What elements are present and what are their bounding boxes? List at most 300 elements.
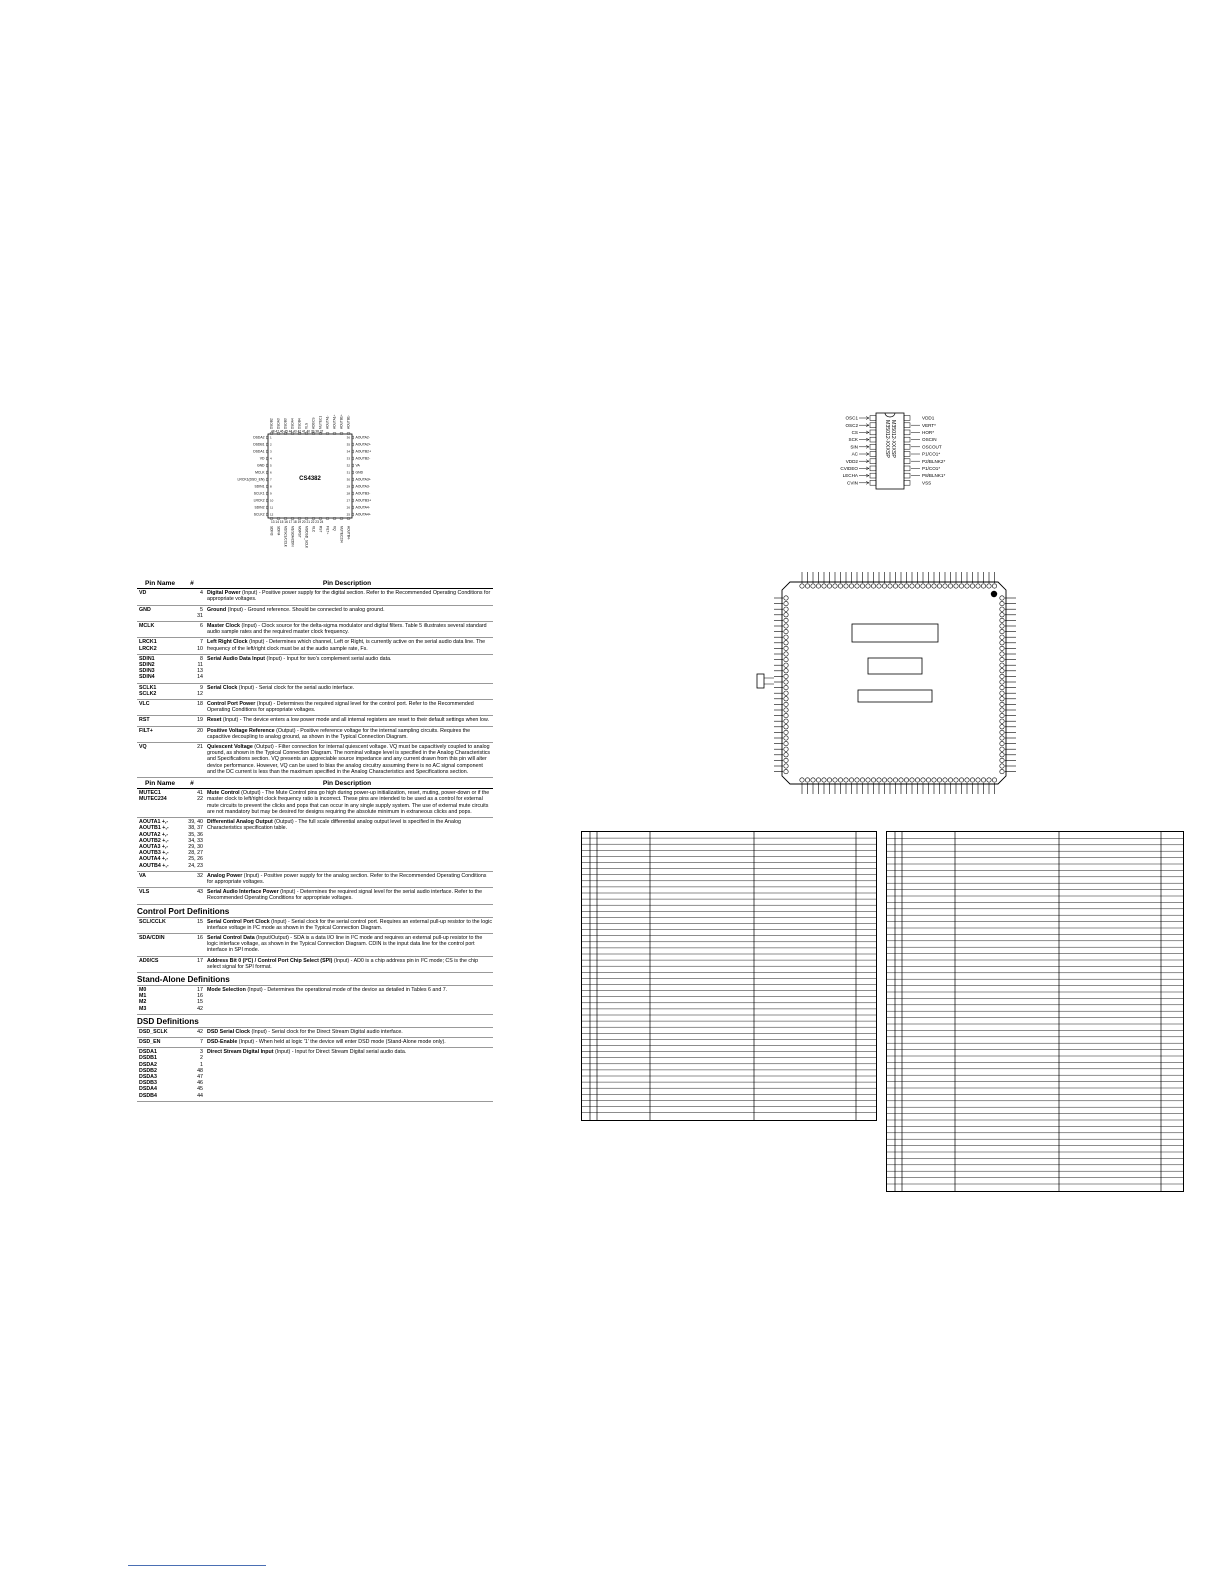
cs4382-left-pin-number: 4: [270, 456, 272, 461]
qfp-side-leads: [764, 678, 774, 684]
qfp-bottom-pad: [965, 778, 969, 782]
qfp-left-pad: [784, 646, 788, 650]
m35012-left-arrow: [859, 431, 869, 434]
table-row: [137, 684, 493, 700]
qfp-pin1-dot: [991, 591, 997, 597]
pin-description-text: (Input) - Serial clock for the serial audio interface.: [237, 684, 355, 691]
rows-group-1: [137, 589, 493, 778]
qfp-right-pad: [1000, 736, 1004, 740]
m35012-right-pin: [904, 459, 910, 464]
m35012-right-pin-label: OSCIN: [922, 437, 937, 443]
qfp-left-pad: [784, 657, 788, 661]
cs4382-right-pin-label: GND: [355, 470, 364, 475]
cs4382-right-pin-number: 26: [346, 505, 350, 510]
m35012-left-pin: [870, 480, 876, 485]
pin-name-cell: DSDA1 DSDB1 DSDA2 DSDB2 DSDA3 DSDB3 DSDA4 DSDB4: [139, 1049, 157, 1099]
qfp-top-pad: [877, 584, 881, 588]
m35012-left-pin: [870, 459, 876, 464]
m35012-right-pin: [904, 466, 910, 471]
cs4382-right-pin-number: 25: [346, 512, 350, 517]
m35012-right-pin-label: HOR*: [922, 430, 934, 435]
pin-description-cell: [207, 1029, 493, 1035]
qfp-bottom-pad: [948, 778, 952, 782]
pin-description-title: Reset: [207, 717, 222, 724]
qfp-top-pad: [860, 584, 864, 588]
pin-description-title: Digital Power: [207, 590, 241, 597]
pin-name-cell: VQ: [139, 744, 147, 751]
cs4382-right-pin-number: 29: [346, 484, 350, 489]
qfp-left-pad: [784, 613, 788, 617]
cs4382-right-pin-number: 35: [346, 442, 350, 447]
cs4382-top-pin-label: DSDB4: [297, 418, 302, 429]
pin-description-text: (Input) - Input for Direct Stream Digital serial audio data.: [273, 1049, 407, 1056]
qfp-top-pad: [800, 584, 804, 588]
m35012-left-arrow: [859, 424, 869, 427]
m35012-right-pin: [904, 444, 910, 449]
qfp-bottom-pad: [910, 778, 914, 782]
m35012-left-pin-label: SIN: [850, 444, 858, 450]
qfp-left-pad: [784, 741, 788, 745]
pin-number-cell: 8 11 13 14: [197, 655, 203, 681]
pin-description-cell: [207, 607, 493, 619]
qfp-right-pad: [1000, 680, 1004, 684]
qfp-top-pad: [987, 584, 991, 588]
qfp-top-pad: [981, 584, 985, 588]
pin-number-cell: 16: [197, 934, 203, 941]
cs4382-right-pin-label: AOUTB3-: [355, 491, 371, 496]
pin-description-cell: [207, 639, 493, 651]
pin-description-text: (Output) - The full scale differential analog output level is specified in the Analog Characteristics specification table.: [207, 819, 461, 832]
rows-group-3: [137, 918, 493, 973]
qfp-right-pad: [1000, 708, 1004, 712]
pin-number-cell: 39, 40 38, 37 35, 36 34, 33 29, 30 28, 27 25, 26 24, 23: [188, 819, 203, 869]
qfp-bottom-pad: [860, 778, 864, 782]
pin-number-cell: 32: [197, 872, 203, 879]
qfp-right-pad: [1000, 725, 1004, 729]
qfp-top-pad: [811, 584, 815, 588]
cs4382-right-pin-label: AOUTB3+: [355, 498, 372, 503]
qfp-top-pad: [921, 584, 925, 588]
pin-number-cell: 17: [197, 957, 203, 964]
qfp-top-pad: [844, 584, 848, 588]
qfp-bottom-pad: [888, 778, 892, 782]
cs4382-left-pin-number: 6: [270, 470, 272, 475]
pin-description-cell: [207, 987, 493, 1012]
header-pin-number: #: [190, 580, 194, 587]
pin-description-text: (Output) - The Mute Control pins go high during power-up initialization, reset, muting, power-down or if the master clock to left/right clock frequency ratio is incorrect. These pins are intended to be used as a control for external mute circuits to prevent the clicks and pops that can occur in any single supply system. The use of external mute circuits are not mandatory but may be desired for designs requiring the absolute minimum in extraneous clicks and pops.: [207, 790, 490, 815]
qfp-bottom-pad: [915, 778, 919, 782]
qfp-bottom-pad: [805, 778, 809, 782]
qfp-left-pad: [784, 753, 788, 757]
pin-description-title: Serial Control Port Clock: [207, 918, 270, 925]
header-pin-description: Pin Description: [322, 780, 372, 788]
qfp-bottom-pad: [937, 778, 941, 782]
qfp-top-pad: [970, 584, 974, 588]
qfp-left-pad: [784, 596, 788, 600]
pin-description-title: Serial Control Data: [207, 934, 255, 941]
cs4382-top-pin-label: MUTEC1: [318, 415, 323, 429]
pin-number-cell: 6: [200, 623, 203, 630]
qfp-bottom-pad: [800, 778, 804, 782]
pin-description-text: (Input) - Input for two's complement serial audio data.: [265, 655, 392, 662]
table-row: [137, 1028, 493, 1038]
cs4382-left-pin-label: DSDA2: [253, 435, 265, 440]
pin-description-title: Positive Voltage Reference: [207, 727, 275, 734]
pin-description-cell: [207, 701, 493, 713]
m35012-left-pin-label: CVIDEO: [840, 466, 858, 471]
cs4382-chip-label: CS4382: [299, 476, 321, 482]
cs4382-left-pin-number: 9: [270, 491, 272, 496]
cs4382-left-pin-label: LRCK2: [253, 498, 265, 503]
qfp-left-pad: [784, 607, 788, 611]
qfp-bottom-pad: [976, 778, 980, 782]
qfp-left-pad: [784, 652, 788, 656]
pin-description-cell: [207, 685, 493, 697]
table-row: [137, 1038, 493, 1048]
cs4382-right-pin-label: AOUTA3+: [355, 477, 371, 482]
cs4382-top-pin-label: AOUTA1-: [325, 415, 330, 429]
m35012-left-pin-label: VDD2: [845, 458, 858, 464]
qfp-bottom-pad: [943, 778, 947, 782]
cs4382-right-pin-number: 30: [346, 477, 350, 482]
pin-description-text: (Input) - Clock source for the delta-sigma modulator and digital filters. Table 5 illustrates several standard audio sample rates and the required master clock frequency.: [207, 623, 487, 636]
pin-description-cell: [207, 873, 493, 885]
qfp-top-pad: [833, 584, 837, 588]
cs4382-right-pin-label: AOUTA4+: [355, 512, 371, 517]
pin-description-title: Control Port Power: [207, 701, 256, 708]
pin-name-cell: SDA/CDIN: [139, 934, 165, 941]
m35012-right-pin-label: OSCOUT: [922, 444, 942, 450]
qfp-top-pad: [822, 584, 826, 588]
table-header-2: [137, 780, 493, 789]
pin-description-text: (Input) - Serial clock for the serial control port. Requires an external pull-up resistor to the logic interface voltage in I²C mode as shown in the Typical Connection Diagram.: [207, 918, 492, 931]
pin-number-cell: 4: [200, 590, 203, 597]
cs4382-bottom-pin-label: M1/SDA/CDIN: [290, 526, 295, 547]
qfp-left-pad: [784, 725, 788, 729]
cs4382-left-pin-label: MCLK: [255, 470, 265, 475]
qfp-bottom-pad: [816, 778, 820, 782]
qfp-left-pad: [784, 601, 788, 605]
m35012-left-pin: [870, 416, 876, 421]
qfp-bottom-pad: [981, 778, 985, 782]
m35012-right-pin-label: P1/CO1*: [922, 466, 941, 471]
qfp-left-pad: [784, 769, 788, 773]
section-dsd: DSD Definitions: [137, 1015, 493, 1028]
qfp-top-pad: [926, 584, 930, 588]
cs4382-bottom-pin-label: VQ: [332, 526, 337, 531]
table-row: [137, 727, 493, 743]
pin-number-cell: 18: [197, 701, 203, 708]
qfp-bottom-pad: [882, 778, 886, 782]
m35012-right-pin-label: VERT*: [922, 422, 936, 428]
qfp-left-pad: [784, 618, 788, 622]
cs4382-top-pin-label: DSDA4: [290, 418, 295, 429]
pin-description-text: (Input) - Determines the required signal level for the control port. Refer to the Recommended Operating Conditions for appropriate voltages.: [207, 701, 474, 714]
table-row: [137, 957, 493, 973]
table-row: [137, 716, 493, 726]
cs4382-bottom-pin-label: SDIN4: [276, 526, 281, 536]
pin-description-title: Serial Clock: [207, 684, 238, 691]
table-row: [137, 934, 493, 957]
pin-description-cell: [207, 656, 493, 681]
cs4382-left-pin-number: 7: [270, 477, 272, 482]
pin-description-title: Mode Selection: [207, 986, 246, 993]
pin-description-title: Mute Control: [207, 790, 240, 797]
cs4382-left-pin-number: 8: [270, 484, 272, 489]
empty-grid-right-svg: [887, 832, 1183, 1191]
qfp-right-pad: [1000, 713, 1004, 717]
cs4382-right-pin-number: 32: [346, 463, 350, 468]
cs4382-top-pin-numbers: 48 47 46 45 44 43 42 41 40 39 38 37: [271, 429, 324, 434]
cs4382-right-pin-label: AOUTA3-: [355, 484, 370, 489]
cs4382-left-pin-label: DSDB1: [253, 442, 265, 447]
pin-description-text: (Input) - Positive power supply for the digital section. Refer to the Recommended Operating Conditions for appropriate voltages.: [207, 590, 491, 603]
cs4382-bottom-pin-label: M0/RST: [297, 526, 302, 538]
cs4382-right-pin-number: 33: [346, 456, 350, 461]
qfp-right-pad: [1000, 769, 1004, 773]
qfp-right-pad: [1000, 601, 1004, 605]
qfp-inner-block-1: [852, 624, 938, 642]
pin-description-title: DSD-Enable: [207, 1038, 238, 1045]
pin-number-cell: 5 31: [197, 606, 203, 619]
pin-description-text: (Input) - Ground reference. Should be connected to analog ground.: [226, 606, 385, 613]
pin-name-cell: FILT+: [139, 727, 153, 734]
qfp-bottom-pad: [959, 778, 963, 782]
table-row: [137, 872, 493, 888]
pin-description-title: Direct Stream Digital Input: [207, 1049, 274, 1056]
m35012-right-pin: [904, 430, 910, 435]
rows-group-2: [137, 789, 493, 904]
qfp-top-pad: [976, 584, 980, 588]
m35012-right-pin: [904, 416, 910, 421]
cs4382-bottom-pin-label: SDIN3: [269, 526, 274, 536]
qfp-left-pad: [784, 624, 788, 628]
qfp-bottom-pad: [932, 778, 936, 782]
pin-name-cell: SCL/CCLK: [139, 918, 166, 925]
cs4382-right-pin-number: 36: [346, 435, 350, 440]
empty-grid-left-svg: [582, 832, 876, 1120]
cs4382-left-pin-label: DSDA1: [253, 449, 265, 454]
qfp-bottom-pad: [970, 778, 974, 782]
cs4382-bottom-pin-label: M3/DSD_SCLK: [304, 526, 309, 549]
qfp-left-pad: [784, 685, 788, 689]
pin-description-table: [137, 580, 493, 1102]
qfp-right-pad: [1000, 629, 1004, 633]
pin-description-text: (Output) - Positive reference voltage for the internal sampling circuits. Requires the capacitive decoupling to analog ground, as shown in the Typical Connection Diagram.: [207, 727, 471, 740]
cs4382-left-pin-number: 5: [270, 463, 272, 468]
cs4382-right-pin-number: 34: [346, 449, 350, 454]
pin-description-cell: [207, 717, 493, 723]
qfp-bottom-pad: [987, 778, 991, 782]
qfp-left-pad: [784, 663, 788, 667]
cs4382-left-pin-label: SDIN1: [254, 484, 265, 489]
pin-name-cell: RST: [139, 717, 150, 724]
m35012-left-arrow: [859, 481, 869, 484]
pin-name-cell: M0 M1 M2 M3: [139, 986, 147, 1012]
qfp-left-pad: [784, 736, 788, 740]
qfp-left-pad: [784, 680, 788, 684]
pin-number-cell: 43: [197, 889, 203, 896]
pin-name-cell: GND: [139, 606, 151, 613]
qfp-bottom-pad: [992, 778, 996, 782]
pin-description-text: (Input) - Determines the operational mode of the device as detailed in Tables 6 and 7.: [245, 986, 448, 993]
pin-description-title: Ground: [207, 606, 227, 613]
cs4382-bottom-pin-numbers: 13 14 15 16 17 18 19 20 21 22 23 24: [271, 520, 324, 524]
qfp-bottom-pad: [838, 778, 842, 782]
table-row: [137, 888, 493, 904]
qfp-left-pad: [784, 674, 788, 678]
qfp-left-pad: [784, 702, 788, 706]
pin-description-text: (Output) - Filter connection for internal quiescent voltage. VQ must be capacitively coupled to analog ground, as shown in the Typical Connection Diagram. The nominal voltage level is specified in the Analog Characteristics and Specifications section. VQ presents an appreciable source impedance and any current drawn from this pin will alter device performance. However, VQ can be used to bias the analog circuitry assuming there is no AC signal component and the DC current is less than the maximum specified in the Analog Characteristics and Specifications section.: [207, 744, 491, 775]
cs4382-left-pin-label: VD: [259, 456, 265, 461]
m35012-left-pin-label: OSC2: [845, 422, 858, 428]
pin-number-cell: 20: [197, 727, 203, 734]
pin-name-cell: VLS: [139, 889, 150, 896]
qfp-left-pad: [784, 747, 788, 751]
pin-description-cell: [207, 919, 493, 931]
qfp-right-pad: [1000, 764, 1004, 768]
cs4382-pinout-svg: [230, 390, 390, 572]
m35012-right-pin: [904, 480, 910, 485]
qfp-left-pad: [784, 691, 788, 695]
header-pin-name: Pin Name: [144, 780, 176, 788]
qfp-right-pad: [1000, 641, 1004, 645]
qfp-top-pad: [899, 584, 903, 588]
qfp-right-pad: [1000, 663, 1004, 667]
section-control-port: Control Port Definitions: [137, 905, 493, 918]
pin-description-title: DSD Serial Clock: [207, 1028, 250, 1035]
cs4382-top-pin-label: VLS: [304, 422, 309, 429]
qfp-top-pad: [992, 584, 996, 588]
m35012-left-pin-label: CVIN: [847, 480, 858, 486]
cs4382-left-pin-number: 2: [270, 442, 272, 447]
qfp-top-pad: [948, 584, 952, 588]
qfp-right-pad: [1000, 753, 1004, 757]
table-row: [137, 622, 493, 638]
qfp-top-pad: [849, 584, 853, 588]
qfp-top-pad: [882, 584, 886, 588]
cs4382-left-pin-number: 3: [270, 449, 272, 454]
rows-group-4: [137, 986, 493, 1015]
cs4382-bottom-pin-label: VLC: [311, 526, 316, 533]
cs4382-right-pin-label: AOUTA2+: [355, 442, 371, 447]
m35012-left-arrow: [859, 474, 869, 477]
qfp-bottom-pad: [833, 778, 837, 782]
qfp-left-pad: [784, 730, 788, 734]
pin-description-text: (Input) - Positive power supply for the analog section. Refer to the Recommended Operating Conditions for appropriate voltages.: [207, 872, 487, 885]
pin-description-cell: [207, 623, 493, 635]
qfp-left-pad: [784, 697, 788, 701]
qfp-bottom-pad: [855, 778, 859, 782]
cs4382-left-pin-number: 12: [270, 512, 274, 517]
cs4382-right-pin-label: AOUTB2+: [355, 449, 372, 454]
qfp-top-pad: [855, 584, 859, 588]
qfp-top-pad: [827, 584, 831, 588]
cs4382-right-pin-number: 31: [346, 470, 350, 475]
m35012-right-pin-label: VDD1: [922, 415, 935, 421]
pin-name-cell: VD: [139, 590, 147, 597]
table-row: [137, 1048, 493, 1102]
cs4382-bottom-pin-label: M2/SCL/CCLK: [283, 526, 288, 547]
cs4382-top-pin-label: AOUTB1+: [339, 414, 344, 429]
pin-number-cell: 3 2 1 48 47 46 45 44: [197, 1049, 203, 1099]
cs4382-top-pin-label: AOUTA1+: [332, 414, 337, 429]
qfp-right-pad: [1000, 652, 1004, 656]
pin-description-cell: [207, 819, 493, 869]
m35012-part-label-2: M35012-XXXSP: [890, 420, 896, 458]
pin-name-cell: VLC: [139, 701, 150, 708]
pin-description-title: Analog Power: [207, 872, 243, 879]
table-row: [137, 789, 493, 818]
qfp-bottom-pad: [954, 778, 958, 782]
pin-name-cell: AOUTA1 +,- AOUTB1 +,- AOUTA2 +,- AOUTB2 +,- AOUTA3 +,- AOUTB3 +,- AOUTA4 +,- AOUTB4 +,-: [139, 819, 169, 869]
qfp-svg: [754, 568, 1026, 800]
cs4382-right-pin-label: VA: [355, 463, 360, 468]
pin-description-cell: [207, 728, 493, 740]
qfp-bottom-pad: [921, 778, 925, 782]
qfp-right-pad: [1000, 758, 1004, 762]
qfp-top-pad: [838, 584, 842, 588]
cs4382-left-pin-label: SCLK2: [253, 512, 265, 517]
cs4382-left-pin-label: SCLK1: [253, 491, 265, 496]
qfp-top-pad: [943, 584, 947, 588]
table-row: [137, 918, 493, 934]
qfp-right-pad: [1000, 613, 1004, 617]
header-pin-description: Pin Description: [322, 580, 372, 587]
m35012-left-pin: [870, 423, 876, 428]
pin-description-cell: [207, 1049, 493, 1099]
cs4382-left-pin-number: 11: [270, 505, 274, 510]
pin-description-cell: [207, 1039, 493, 1045]
m35012-left-pin: [870, 473, 876, 478]
pin-description-cell: [207, 889, 493, 901]
m35012-right-pin: [904, 437, 910, 442]
qfp-bottom-pad: [811, 778, 815, 782]
qfp-bottom-pad: [904, 778, 908, 782]
qfp-top-pad: [816, 584, 820, 588]
qfp-left-pad: [784, 669, 788, 673]
m35012-notch: [885, 413, 895, 417]
qfp-bottom-pad: [899, 778, 903, 782]
qfp-top-pad: [888, 584, 892, 588]
m35012-left-arrow: [859, 460, 869, 463]
pin-description-cell: [207, 958, 493, 970]
footer-link-underline: [128, 1565, 266, 1566]
pin-description-title: Left Right Clock: [207, 639, 248, 646]
m35012-right-pin-label: VSS: [922, 480, 932, 486]
table-row: [137, 818, 493, 872]
qfp-right-pad: [1000, 702, 1004, 706]
qfp-bottom-pad: [827, 778, 831, 782]
qfp-top-pad: [866, 584, 870, 588]
qfp-bottom-pad: [871, 778, 875, 782]
qfp-right-pad: [1000, 730, 1004, 734]
m35012-left-pin-label: AC: [851, 451, 858, 457]
cs4382-left-pin-label: GND: [256, 463, 265, 468]
cs4382-top-pin-label: AOUTB1-: [346, 415, 351, 429]
pin-name-cell: MUTEC1 MUTEC234: [139, 790, 167, 803]
qfp-right-pad: [1000, 624, 1004, 628]
pin-description-cell: [207, 935, 493, 954]
qfp-right-pad: [1000, 747, 1004, 751]
qfp-left-pad: [784, 758, 788, 762]
qfp-top-pad: [965, 584, 969, 588]
empty-grid-table-left: [581, 831, 877, 1121]
qfp-bottom-pad: [877, 778, 881, 782]
pin-description-text: (Input) - Determines which channel, Left or Right, is currently active on the serial audio data line. The frequency of the left/right clock must be at the audio sample rate, Fs.: [207, 639, 486, 652]
m35012-part-label: M35012-XXXSP: [884, 420, 890, 458]
cs4382-left-pin-label: LRCK1(DSD_EN): [237, 477, 265, 482]
